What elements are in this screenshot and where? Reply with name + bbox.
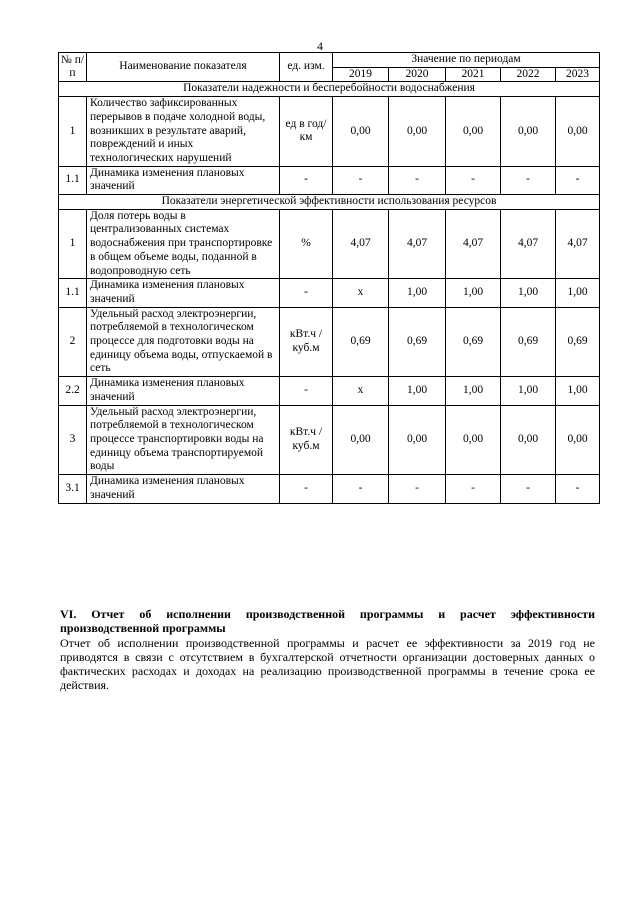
row-number: 1.1: [59, 279, 87, 307]
table-body: [59, 53, 600, 504]
value-cell: 0,00: [333, 405, 389, 475]
value-cell: 4,07: [389, 209, 446, 279]
row-number: 1: [59, 97, 87, 167]
value-cell: -: [333, 166, 389, 194]
table-row: [59, 307, 600, 377]
section-vi: [60, 607, 595, 693]
indicator-name: Удельный расход электроэнергии, потребляемой в технологическом процессе для подготовки воды на единицу объема воды, отпускаемой в сеть: [87, 307, 280, 377]
value-cell: 1,00: [556, 279, 600, 307]
value-cell: 0,69: [333, 307, 389, 377]
value-cell: 0,00: [446, 97, 501, 167]
unit-cell: -: [280, 166, 333, 194]
row-number: 2.2: [59, 377, 87, 405]
section-title: Показатели энергетической эффективности использования ресурсов: [59, 195, 600, 210]
value-cell: 0,00: [333, 97, 389, 167]
unit-cell: %: [280, 209, 333, 279]
value-cell: 1,00: [389, 279, 446, 307]
row-number: 3.1: [59, 475, 87, 503]
value-cell: 0,69: [556, 307, 600, 377]
section-vi-body: Отчет об исполнении производственной программы и расчет ее эффективности за 2019 год не приводятся в связи с отсутствием в бухгалтерской отчетности организации достоверных данных о фактических расходах и доходах на реализацию производственной программы в течение срока ее действия.: [60, 635, 595, 693]
header-periods: Значение по периодам: [333, 53, 600, 68]
value-cell: х: [333, 279, 389, 307]
value-cell: -: [333, 475, 389, 503]
value-cell: 4,07: [501, 209, 556, 279]
section-vi-title: VI. Отчет об исполнении производственной программы и расчет эффективности производственной программы: [60, 607, 595, 636]
table-row: [59, 377, 600, 405]
table-row: [59, 166, 600, 194]
section-header-row: [59, 82, 600, 97]
header-year: 2021: [446, 67, 501, 82]
value-cell: 0,69: [389, 307, 446, 377]
value-cell: 0,00: [556, 405, 600, 475]
value-cell: 4,07: [333, 209, 389, 279]
value-cell: -: [389, 166, 446, 194]
value-cell: 0,69: [501, 307, 556, 377]
value-cell: 1,00: [556, 377, 600, 405]
value-cell: 0,00: [446, 405, 501, 475]
value-cell: -: [556, 166, 600, 194]
value-cell: 1,00: [501, 377, 556, 405]
indicator-name: Динамика изменения плановых значений: [87, 166, 280, 194]
value-cell: -: [556, 475, 600, 503]
header-year: 2023: [556, 67, 600, 82]
row-number: 1: [59, 209, 87, 279]
header-unit: ед. изм.: [280, 53, 333, 82]
value-cell: 4,07: [556, 209, 600, 279]
unit-cell: кВт.ч / куб.м: [280, 405, 333, 475]
value-cell: х: [333, 377, 389, 405]
row-number: 2: [59, 307, 87, 377]
header-year: 2019: [333, 67, 389, 82]
value-cell: -: [446, 166, 501, 194]
unit-cell: -: [280, 279, 333, 307]
value-cell: 4,07: [446, 209, 501, 279]
value-cell: -: [446, 475, 501, 503]
value-cell: -: [501, 166, 556, 194]
value-cell: 1,00: [446, 279, 501, 307]
page-number: 4: [317, 39, 323, 53]
table-row: [59, 279, 600, 307]
indicator-name: Доля потерь воды в централизованных системах водоснабжения при транспортировке в общем объеме воды, поданной в водопроводную сеть: [87, 209, 280, 279]
table-row: [59, 209, 600, 279]
indicator-name: Динамика изменения плановых значений: [87, 279, 280, 307]
value-cell: 1,00: [389, 377, 446, 405]
row-number: 1.1: [59, 166, 87, 194]
unit-cell: -: [280, 377, 333, 405]
header-name: Наименование показателя: [87, 53, 280, 82]
value-cell: 0,00: [501, 97, 556, 167]
unit-cell: ед в год/ км: [280, 97, 333, 167]
indicator-name: Количество зафиксированных перерывов в подаче холодной воды, возникших в результате аварий, повреждений и иных технологических нарушений: [87, 97, 280, 167]
indicators-table: [58, 52, 600, 504]
value-cell: 0,00: [501, 405, 556, 475]
unit-cell: -: [280, 475, 333, 503]
value-cell: 0,00: [389, 405, 446, 475]
header-row: [59, 53, 600, 68]
header-year: 2020: [389, 67, 446, 82]
table-row: [59, 405, 600, 475]
section-header-row: [59, 195, 600, 210]
section-title: Показатели надежности и бесперебойности водоснабжения: [59, 82, 600, 97]
value-cell: 0,69: [446, 307, 501, 377]
value-cell: 0,00: [389, 97, 446, 167]
unit-cell: кВт.ч / куб.м: [280, 307, 333, 377]
header-num: № п/п: [59, 53, 87, 82]
value-cell: 1,00: [501, 279, 556, 307]
row-number: 3: [59, 405, 87, 475]
indicator-name: Удельный расход электроэнергии, потребляемой в технологическом процессе транспортировки воды на единицу объема транспортируемой воды: [87, 405, 280, 475]
table-row: [59, 475, 600, 503]
value-cell: -: [501, 475, 556, 503]
value-cell: 1,00: [446, 377, 501, 405]
table-row: [59, 97, 600, 167]
indicator-name: Динамика изменения плановых значений: [87, 377, 280, 405]
value-cell: -: [389, 475, 446, 503]
header-year: 2022: [501, 67, 556, 82]
indicator-name: Динамика изменения плановых значений: [87, 475, 280, 503]
value-cell: 0,00: [556, 97, 600, 167]
